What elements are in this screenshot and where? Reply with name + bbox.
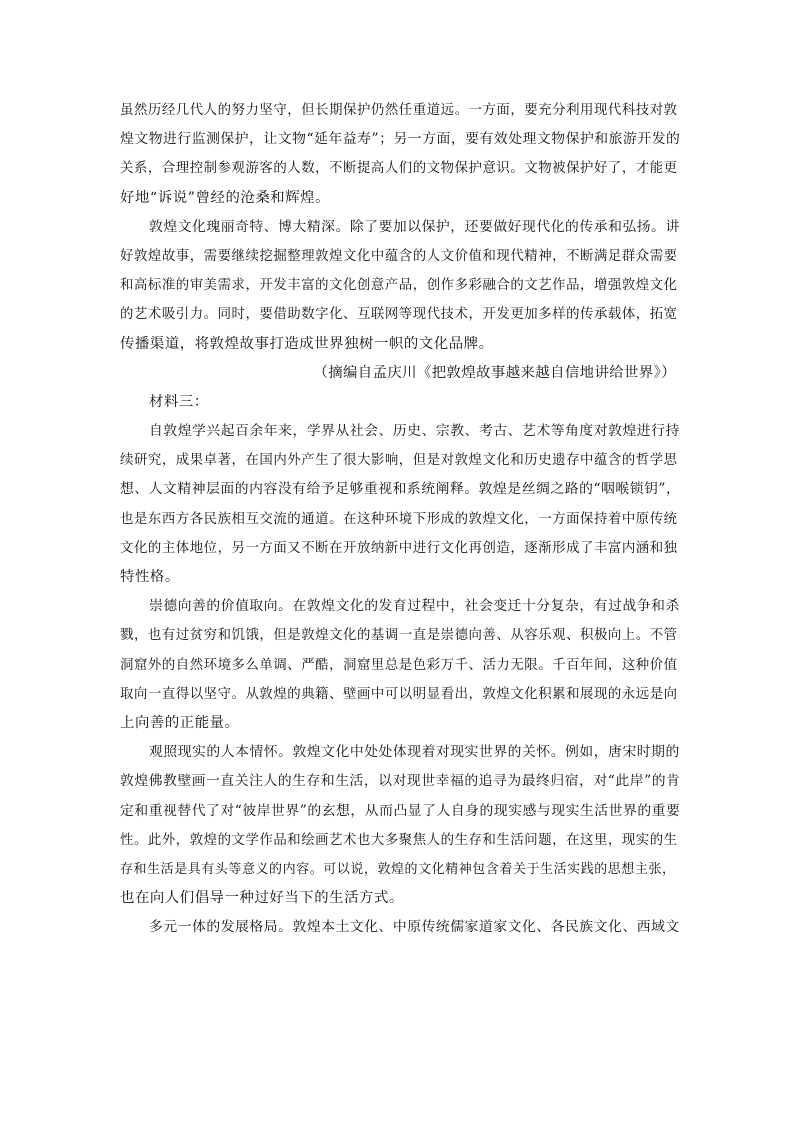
text-line: 也是东西方各民族相互交流的通道。在这种环境下形成的敦煌文化，一方面保持着中原传统 <box>120 511 678 527</box>
text-line: 关系，合理控制参观游客的人数，不断提高人们的文物保护意识。文物被保护好了，才能更 <box>120 161 678 177</box>
text-line: 好地“诉说”曾经的沧桑和辉煌。 <box>120 189 331 206</box>
text-line: 多元一体的发展格局。敦煌本土文化、中原传统儒家道家文化、各民族文化、西域文 <box>149 919 680 936</box>
text-line: 敦煌佛教壁画一直关注人的生存和生活，以对现世幸福的追寻为最终归宿，对“此岸”的肯 <box>120 773 681 790</box>
text-line: 也在向人们倡导一种过好当下的生活方式。 <box>120 890 404 907</box>
text-line: 定和重视替代了对“彼岸世界”的玄想，从而凸显了人自身的现实感与现实生活世界的重要 <box>120 802 681 819</box>
text-line: 的艺术吸引力。同时，要借助数字化、互联网等现代技术，开发更加多样的传承载体，拓宽 <box>120 307 678 323</box>
text-line: 煌文物进行监测保护，让文物“延年益寿”；另一方面，要有效处理文物保护和旅游开发的 <box>120 131 681 148</box>
text-line: 续研究，成果卓著，在国内外产生了很大影响，但是对敦煌文化和历史遗存中蕴含的哲学思 <box>120 453 678 469</box>
text-line: 传播渠道，将敦煌故事打造成世界独树一帜的文化品牌。 <box>120 335 494 352</box>
text-line: 好敦煌故事，需要继续挖掘整理敦煌文化中蕴含的人文价值和现代精神，不断满足群众需要 <box>120 248 678 264</box>
paragraph <box>120 592 680 738</box>
text-line: 取向一直得以坚守。从敦煌的典籍、壁画中可以明显看出，敦煌文化积累和展现的永远是向 <box>120 686 678 702</box>
section-label: 材料三： <box>149 393 209 410</box>
paragraph <box>120 738 680 913</box>
text-line: 观照现实的人本情怀。敦煌文化中处处体现着对现实世界的关怀。例如，唐宋时期的 <box>149 744 680 761</box>
paragraph <box>120 913 680 942</box>
text-line: 存和生活是具有头等意义的内容。可以说，敦煌的文化精神包含着关于生活实践的思想主张， <box>120 861 676 877</box>
text-line: 上向善的正能量。 <box>120 714 240 731</box>
text-line: 想、人文精神层面的内容没有给予足够重视和系统阐释。敦煌是丝绸之路的“咽喉锁钥”， <box>120 481 681 498</box>
text-line: 洞窟外的自然环境多么单调、严酷，洞窟里总是色彩万千、活力无限。千百年间，这种价值 <box>120 657 678 673</box>
text-line: 文化的主体地位，另一方面又不断在开放纳新中进行文化再创造，逐渐形成了丰富内涵和独 <box>120 540 678 556</box>
paragraph <box>120 417 680 592</box>
text-line: 崇德向善的价值取向。在敦煌文化的发育过程中，社会变迁十分复杂，有过战争和杀 <box>149 598 680 615</box>
text-line: 敦煌文化瑰丽奇特、博大精深。除了要加以保护，还要做好现代化的传承和弘扬。讲 <box>149 218 680 235</box>
document-page <box>120 96 680 942</box>
text-line: 戮，也有过贫穷和饥饿，但是敦煌文化的基调一直是崇德向善、从容乐观、积极向上。不管 <box>120 628 678 644</box>
text-line: 特性格。 <box>120 569 180 585</box>
text-line: 自敦煌学兴起百余年来，学界从社会、历史、宗教、考古、艺术等角度对敦煌进行持 <box>149 423 680 440</box>
text-line: 性。此外，敦煌的文学作品和绘画艺术也大多聚焦人的生存和生活问题，在这里，现实的生 <box>120 832 678 848</box>
source-citation: （摘编自孟庆川《把敦煌故事越来越自信地讲给世界》） <box>313 364 676 381</box>
text-line: 和高标准的审美需求，开发丰富的文化创意产品，创作多彩融合的文艺作品，增强敦煌文化 <box>120 278 678 294</box>
paragraph <box>120 213 680 359</box>
paragraph <box>120 96 680 213</box>
text-line: 虽然历经几代人的努力坚守，但长期保护仍然任重道远。一方面，要充分利用现代科技对敦 <box>120 103 678 118</box>
